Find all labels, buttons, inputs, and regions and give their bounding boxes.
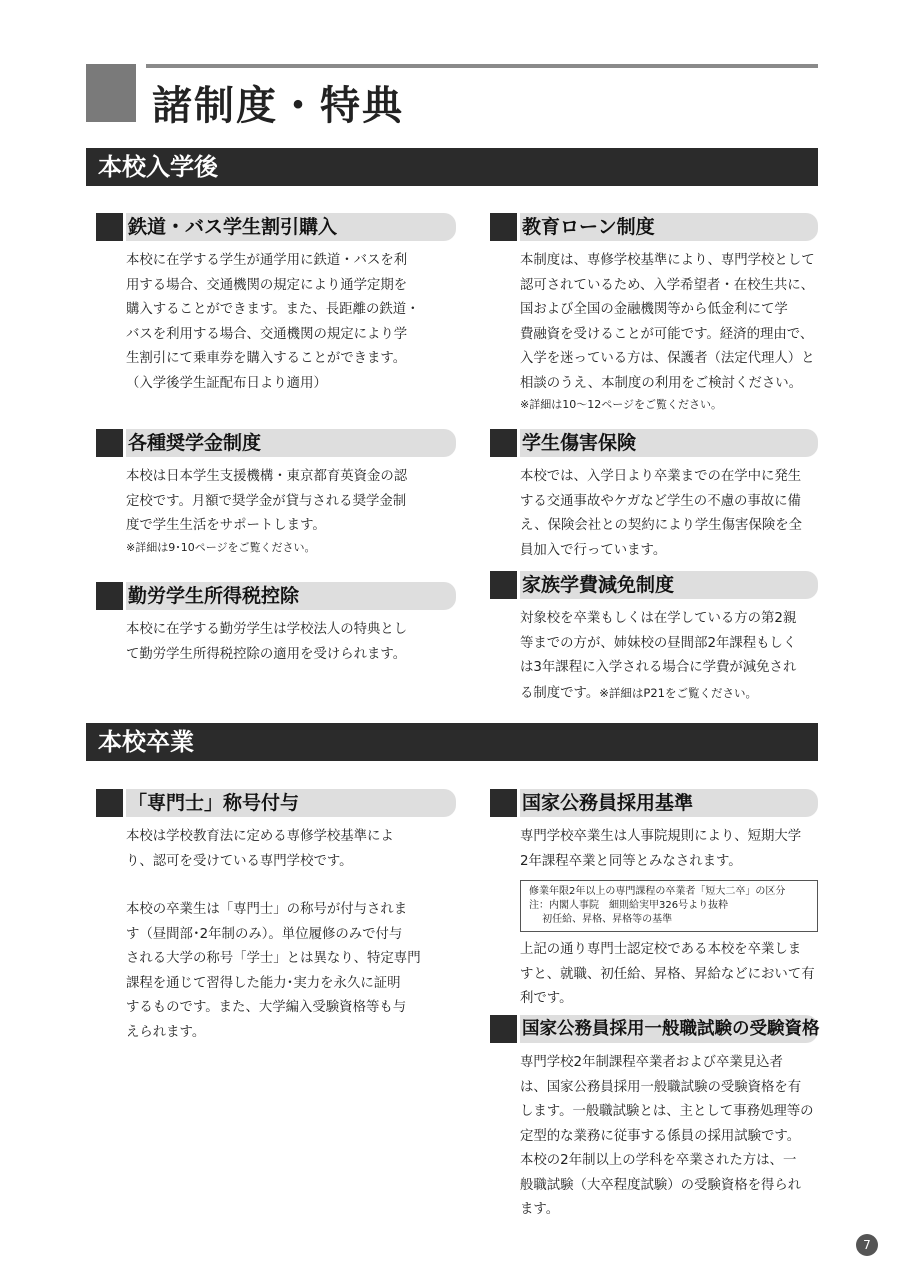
item-rail-discount (126, 213, 456, 396)
item-heading: 国家公務員採用一般職試験の受験資格 (522, 1019, 820, 1039)
body-line: り、認可を受けている専門学校です。 (126, 853, 353, 869)
body-line: する交通事故やケガなど学生の不慮の事故に備 (520, 493, 801, 509)
regulation-box (520, 880, 818, 932)
detail-note: ※詳細は10〜12ページをご覧ください。 (520, 398, 722, 411)
item-heading: 家族学費減免制度 (522, 574, 675, 596)
detail-note: ※詳細は9･10ページをご覧ください。 (126, 540, 316, 554)
body-line: 国および全国の金融機関等から低金利にて学 (520, 302, 788, 317)
section-after-entry: 本校入学後 (86, 148, 818, 186)
section-graduation: 本校卒業 (86, 723, 818, 761)
item-education-loan (520, 213, 818, 414)
body-line: 専門学校卒業生は人事院規則により、短期大学 (520, 829, 802, 844)
body-line: 本校では、入学日より卒業までの在学中に発生 (520, 469, 802, 484)
body-line: は、国家公務員採用一般職試験の受験資格を有 (520, 1079, 802, 1095)
body-line: 員加入で行っています。 (520, 542, 667, 558)
item-heading: 学生傷害保険 (522, 432, 637, 454)
body-line: 本校は学校教育法に定める専修学校基準によ (126, 829, 394, 844)
item-heading: 勤労学生所得税控除 (128, 585, 300, 607)
item-heading: 国家公務員採用基準 (522, 792, 694, 814)
body-line: 本制度は、専修学校基準により、専門学校として (520, 253, 815, 268)
body-line: します。一般職試験とは、主として事務処理等の (520, 1104, 814, 1119)
body-line: 購入することができます。また、長距離の鉄道・ (126, 302, 420, 317)
body-line: 利です。 (520, 991, 573, 1006)
body-line: 対象校を卒業もしくは在学している方の第2親 (520, 611, 797, 626)
item-heading: 各種奨学金制度 (128, 432, 262, 454)
item-heading: 「専門士」称号付与 (128, 792, 300, 814)
body-line: 課程を通じて習得した能力･実力を永久に証明 (126, 975, 401, 991)
body-line: 入学を迷っている方は、保護者（法定代理人）と (520, 351, 815, 366)
body-line: えられます。 (126, 1024, 206, 1040)
body-line: 定校です。月額で奨学金が貸与される奨学金制 (126, 493, 407, 509)
body-line: 本校の卒業生は「専門士」の称号が付与されま (126, 902, 408, 917)
page-number: 7 (856, 1234, 878, 1256)
body-line: 用する場合、交通機関の規定により通学定期を (126, 277, 408, 293)
heading-marker (490, 789, 517, 817)
heading-marker (490, 571, 517, 599)
item-senmonshi-title (126, 789, 456, 1045)
body-line: 般職試験（大卒程度試験）の受験資格を得られ (520, 1177, 802, 1193)
heading-marker (490, 429, 517, 457)
body-line: 定型的な業務に従事する係員の採用試験です。 (520, 1128, 801, 1144)
body-line: 本校に在学する勤労学生は学校法人の特典とし (126, 622, 408, 637)
item-scholarship (126, 429, 456, 557)
heading-marker (96, 429, 123, 457)
title-rule (146, 64, 818, 68)
body-line: え、保険会社との契約により学生傷害保険を全 (520, 518, 803, 533)
heading-marker (490, 213, 517, 241)
body-line: 本校の2年制以上の学科を卒業された方は、一 (520, 1153, 797, 1168)
body-line: は3年課程に入学される場合に学費が減免され (520, 660, 797, 675)
detail-note: ※詳細はP21をご覧ください。 (599, 685, 757, 700)
body-line: 上記の通り専門士認定校である本校を卒業しま (520, 942, 802, 957)
body-line: 認可されているため、入学希望者・在校生共に、 (520, 277, 815, 293)
body-line-text: る制度です。 (520, 685, 600, 701)
regulation-line: 修業年限2年以上の専門課程の卒業者「短大二卒」の区分 (529, 886, 786, 897)
regulation-line: 初任給、昇格、昇格等の基準 (529, 914, 673, 925)
body-line: （入学後学生証配布日より適用） (126, 375, 327, 391)
body-line: 2年課程卒業と同等とみなされます。 (520, 853, 742, 869)
heading-marker (96, 213, 123, 241)
regulation-line: 注：内閣人事院 細則給実甲326号より抜粋 (529, 900, 729, 911)
body-line: す（昼間部･2年制のみ）。単位履修のみで付与 (126, 926, 403, 942)
body-line: するものです。また、大学編入受験資格等も与 (126, 1000, 407, 1015)
body-line: 費融資を受けることが可能です。経済的理由で、 (520, 326, 814, 342)
heading-marker (490, 1015, 517, 1043)
body-line: 等までの方が、姉妹校の昼間部2年課程もしく (520, 635, 797, 651)
body-line: 度で学生生活をサポートします。 (126, 518, 326, 533)
body-line: 専門学校2年制課程卒業者および卒業見込者 (520, 1055, 783, 1070)
title-marker (86, 64, 136, 122)
body-line: ます。 (520, 1202, 560, 1217)
body-line: 本校は日本学生支援機構・東京都育英資金の認 (126, 469, 408, 484)
body-line: て勤労学生所得税控除の適用を受けられます。 (126, 646, 407, 662)
body-line: される大学の称号「学士」とは異なり、特定専門 (126, 951, 421, 966)
body-line (520, 681, 818, 707)
item-student-insurance (520, 429, 818, 563)
item-heading: 教育ローン制度 (522, 216, 655, 238)
page-title: 諸制度・特典 (152, 83, 404, 129)
body-line: 相談のうえ、本制度の利用をご検討ください。 (520, 375, 803, 391)
item-civil-service-exam (520, 1015, 818, 1223)
item-civil-service-standard (520, 789, 818, 1012)
body-line: バスを利用する場合、交通機関の規定により学 (126, 326, 408, 342)
heading-marker (96, 789, 123, 817)
body-line: すと、就職、初任給、昇格、昇給などにおいて有 (520, 966, 815, 982)
body-line: 本校に在学する学生が通学用に鉄道・バスを利 (126, 253, 408, 268)
item-tax-deduction (126, 582, 456, 667)
heading-marker (96, 582, 123, 610)
item-heading: 鉄道・バス学生割引購入 (128, 216, 338, 238)
body-line: 生割引にて乗車券を購入することができます。 (126, 351, 407, 366)
item-family-tuition (520, 571, 818, 706)
